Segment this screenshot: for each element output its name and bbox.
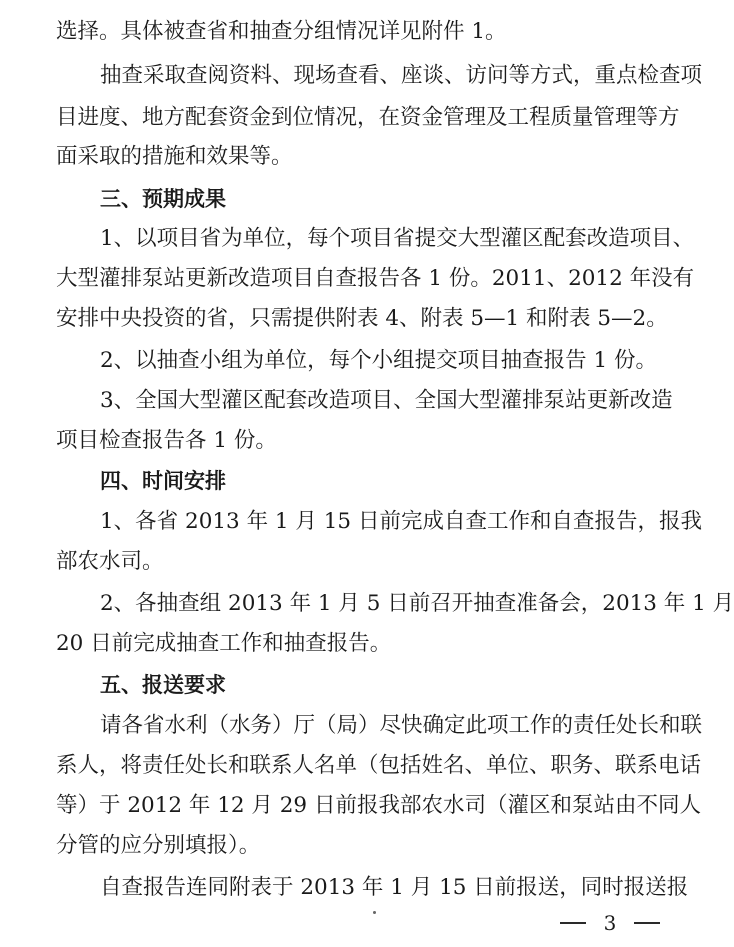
text-line: 等）于 2012 年 12 月 29 日前报我部农水司（灌区和泵站由不同人 bbox=[56, 793, 701, 818]
text-line: 目进度、地方配套资金到位情况，在资金管理及工程质量管理等方 bbox=[56, 105, 680, 130]
text-line: 请各省水利（水务）厅（局）尽快确定此项工作的责任处长和联 bbox=[100, 713, 703, 738]
footer-dash-left bbox=[560, 922, 586, 924]
text-line: 选择。具体被查省和抽查分组情况详见附件 1。 bbox=[56, 19, 507, 44]
section-heading: 五、报送要求 bbox=[100, 673, 226, 697]
scan-speck bbox=[373, 911, 376, 914]
page-footer bbox=[560, 908, 660, 938]
section-heading: 四、时间安排 bbox=[100, 469, 226, 493]
text-line: 大型灌排泵站更新改造项目自查报告各 1 份。2011、2012 年没有 bbox=[56, 266, 695, 291]
text-line: 2、以抽查小组为单位，每个小组提交项目抽查报告 1 份。 bbox=[100, 348, 658, 373]
text-line: 20 日前完成抽查工作和抽查报告。 bbox=[56, 631, 392, 656]
text-line: 1、各省 2013 年 1 月 15 日前完成自查工作和自查报告，报我 bbox=[100, 509, 702, 534]
text-line: 系人，将责任处长和联系人名单（包括姓名、单位、职务、联系电话 bbox=[56, 753, 702, 778]
text-line: 抽查采取查阅资料、现场查看、座谈、访问等方式，重点检查项 bbox=[100, 63, 703, 88]
section-heading: 三、预期成果 bbox=[100, 187, 226, 211]
text-line: 项目检查报告各 1 份。 bbox=[56, 428, 277, 453]
text-line: 2、各抽查组 2013 年 1 月 5 日前召开抽查准备会，2013 年 1 月 bbox=[100, 591, 734, 616]
text-line: 部农水司。 bbox=[56, 549, 164, 574]
page-number: 3 bbox=[603, 911, 617, 935]
text-line: 自查报告连同附表于 2013 年 1 月 15 日前报送，同时报送报 bbox=[100, 875, 689, 900]
footer-dash-right bbox=[634, 922, 660, 924]
text-line: 分管的应分别填报）。 bbox=[56, 833, 261, 858]
text-line: 1、以项目省为单位，每个项目省提交大型灌区配套改造项目、 bbox=[100, 226, 695, 251]
text-line: 3、全国大型灌区配套改造项目、全国大型灌排泵站更新改造 bbox=[100, 388, 673, 413]
text-line: 面采取的措施和效果等。 bbox=[56, 144, 293, 169]
text-line: 安排中央投资的省，只需提供附表 4、附表 5—1 和附表 5—2。 bbox=[56, 306, 668, 331]
